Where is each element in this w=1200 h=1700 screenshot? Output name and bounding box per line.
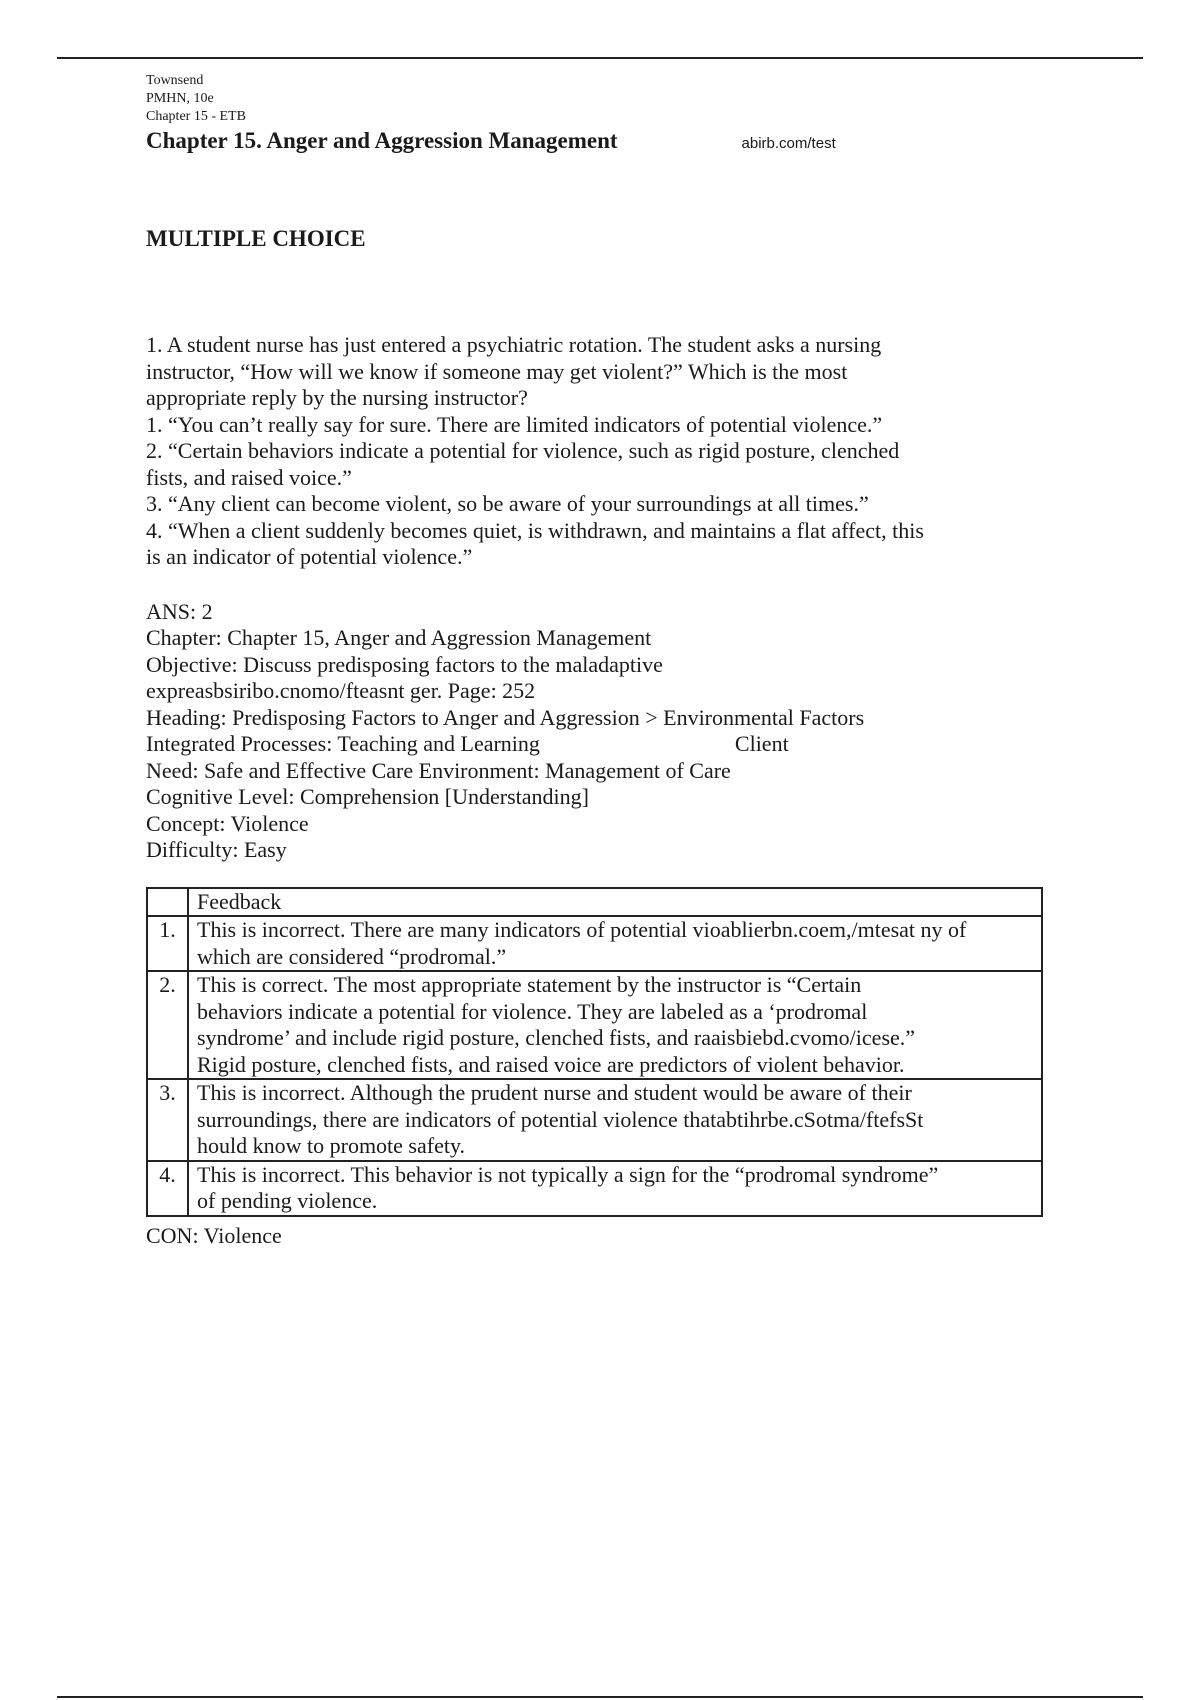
row-number: 3. <box>147 1079 188 1161</box>
table-row <box>147 916 1042 971</box>
option-line: 1. “You can’t really say for sure. There are limited indicators of potential violence.” <box>146 411 883 437</box>
table-row <box>147 1161 1042 1216</box>
meta-integrated: Integrated Processes: Teaching and Learning <box>146 731 540 756</box>
header-num-cell <box>147 888 188 917</box>
meta-concept: Concept: Violence <box>146 810 309 836</box>
feedback-line: behaviors indicate a potential for violence. They are labeled as a ‘prodromal <box>197 998 868 1024</box>
table-header-row <box>147 888 1042 917</box>
section-title: MULTIPLE CHOICE <box>146 226 366 251</box>
feedback-line: This is correct. The most appropriate statement by the instructor is “Certain <box>197 972 862 997</box>
meta-heading: Heading: Predisposing Factors to Anger and Aggression > Environmental Factors <box>146 704 865 730</box>
meta-client: Client <box>734 731 789 756</box>
stem-line: appropriate reply by the nursing instructor? <box>146 385 528 410</box>
feedback-line: This is incorrect. Although the prudent nurse and student would be aware of their <box>197 1080 912 1105</box>
feedback-table <box>146 887 1043 1217</box>
feedback-line: Rigid posture, clenched fists, and raised voice are predictors of violent behavior. <box>197 1051 905 1077</box>
feedback-line: This is incorrect. This behavior is not typically a sign for the “prodromal syndrome” <box>197 1161 939 1187</box>
feedback-line: This is incorrect. There are many indicators of potential vioablierbn.coem,/mtesat ny of <box>197 917 967 942</box>
title-row <box>146 126 1046 156</box>
feedback-line: syndrome’ and include rigid posture, clenched fists, and raaisbiebd.cvomo/icese.” <box>197 1025 916 1050</box>
header-feedback-cell: Feedback <box>188 888 1042 917</box>
meta-cognitive: Cognitive Level: Comprehension [Understanding] <box>146 784 589 809</box>
feedback-line: hould know to promote safety. <box>197 1133 466 1158</box>
option-line: 3. “Any client can become violent, so be aware of your surroundings at all times.” <box>146 491 869 516</box>
option-line: is an indicator of potential violence.” <box>146 544 473 569</box>
meta-objective: Objective: Discuss predisposing factors to the maladaptive <box>146 651 663 677</box>
row-number: 4. <box>147 1161 188 1216</box>
meta-integrated-row <box>146 731 1046 758</box>
meta-need: Need: Safe and Effective Care Environment: Management of Care <box>146 757 731 783</box>
chapter-title: Chapter 15. Anger and Aggression Management <box>146 128 618 153</box>
row-feedback <box>188 1079 1042 1161</box>
meta-objective-cont: expreasbsiribo.cnomo/fteasnt ger. Page: 252 <box>146 678 536 703</box>
row-feedback <box>188 916 1042 971</box>
meta-difficulty: Difficulty: Easy <box>146 837 287 862</box>
row-feedback <box>188 971 1042 1079</box>
header-author: Townsend <box>146 73 204 88</box>
option-line: 2. “Certain behaviors indicate a potential for violence, such as rigid posture, clenched <box>146 438 900 463</box>
meta-chapter: Chapter: Chapter 15, Anger and Aggression Management <box>146 625 652 650</box>
answer-options <box>146 412 1046 571</box>
row-number: 2. <box>147 971 188 1079</box>
header-chapter-code: Chapter 15 - ETB <box>146 109 246 124</box>
feedback-line: surroundings, there are indicators of potential violence thatabtihrbe.cSotma/ftefsSt <box>197 1106 924 1132</box>
stem-line: 1. A student nurse has just entered a psychiatric rotation. The student asks a nursing <box>146 332 882 357</box>
concept-footer: CON: Violence <box>146 1222 282 1248</box>
feedback-line: which are considered “prodromal.” <box>197 943 507 969</box>
answer-key: ANS: 2 <box>146 598 213 624</box>
top-rule <box>57 57 1143 59</box>
table-row <box>147 971 1042 1079</box>
bottom-rule <box>57 1696 1143 1698</box>
header-book: PMHN, 10e <box>146 91 214 106</box>
row-number: 1. <box>147 916 188 971</box>
feedback-line: of pending violence. <box>197 1188 378 1213</box>
question-metadata <box>146 599 1046 864</box>
option-line: 4. “When a client suddenly becomes quiet, is withdrawn, and maintains a flat affect, this <box>146 517 924 543</box>
watermark-text: abirb.com/test <box>741 135 836 152</box>
question-stem <box>146 332 1046 412</box>
row-feedback <box>188 1161 1042 1216</box>
stem-line: instructor, “How will we know if someone may get violent?” Which is the most <box>146 358 848 384</box>
option-line: fists, and raised voice.” <box>146 464 352 490</box>
document-page <box>146 72 1046 1251</box>
table-row <box>147 1079 1042 1161</box>
